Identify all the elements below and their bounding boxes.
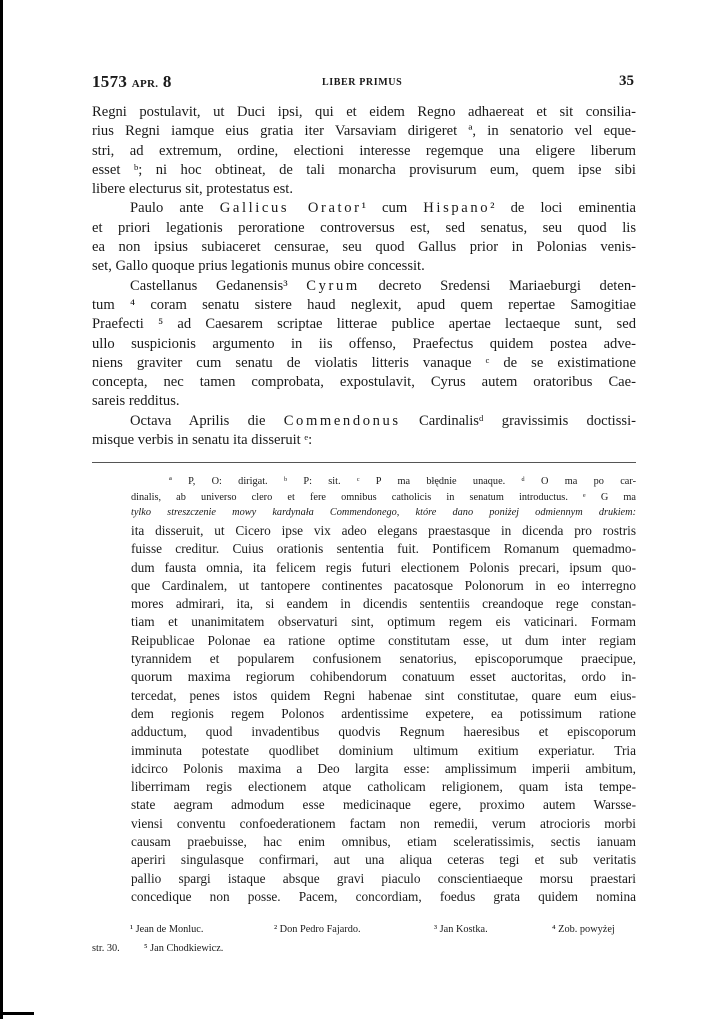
footnote: ² Don Pedro Fajardo. — [274, 924, 361, 935]
quote-line: tiam et unanimitatem observaturi sint, optimum regem eis vaticinari. Formam — [131, 614, 636, 630]
page-number: 35 — [619, 73, 634, 89]
quote-line: imminuta potestate quodlibet dominium ultimum exitium experiatur. Tria — [131, 742, 636, 758]
scan-edge-bottom — [0, 1012, 34, 1015]
spaced-name: Commendonus — [283, 412, 401, 429]
main-text — [92, 103, 636, 450]
header-title: LIBER PRIMUS — [322, 77, 403, 88]
text-line: set, Gallo quoque prius legationis munus obire concessit. — [92, 258, 425, 275]
critical-apparatus — [131, 474, 636, 521]
quote-line: pallio spargi istaque absque gravi piaculo conscientiaeque morsu praestari — [131, 870, 636, 886]
note-line: dinalis, ab universo clero et fere omnibus catholicis in senatum introductus. ᵉ G ma — [131, 491, 636, 503]
text-line: concepta, nec tamen comprobata, expostulavit, Cyrus autem oratoribus Cae- — [92, 374, 636, 391]
note-line: tylko streszczenie mowy kardynała Commendonego, które dano poniżej odmiennym drukiem: — [131, 507, 636, 519]
quote-line: state aegram admodum esse medicinaque egere, proximo autem Warsse- — [131, 797, 636, 813]
text-line: Paulo ante Gallicus Orator¹ cum Hispano² de loci eminentia — [130, 200, 636, 217]
text-line: sareis redditus. — [92, 393, 180, 410]
quote-line: quorum maxima regiorum cohibendorum conatuum esset auctoritas, ordo in- — [131, 669, 636, 685]
footnote: ⁴ Zob. powyżej — [552, 924, 615, 935]
quote-line: causam praebuisse, hac enim omnibus, etiam sceleratissimis, sectis ianuam — [131, 834, 636, 850]
text-line: libere electurus sit, protestatus est. — [92, 181, 294, 198]
text-line: ullo suspicionis argumento in iis offenso, Praefectus quidem postea adve- — [92, 335, 636, 352]
footnote: ¹ Jean de Monluc. — [130, 924, 204, 935]
footnote-row — [92, 939, 636, 958]
quote-line: mores admirari, ita, si eandem in dicendis sententiis creandoque rege constan- — [131, 596, 636, 612]
text-line: stri, ad extremum, ordine, electioni interesse regemque una eligere liberum — [92, 142, 636, 159]
quote-line: ita disseruit, ut Cicero ipse vix adeo elegans praestasque in dicenda pro rostris — [131, 523, 636, 538]
quote-line: tercedat, penes istos quidem Regni habenae sint constitutae, quare eum eius- — [131, 687, 636, 703]
quote-line: liberrimam regis electionem atque catholicam religionem, quam ista tempe- — [131, 779, 636, 795]
text-line: ea non ipsius subiaceret censurae, seu quod Gallus prior in Polonias venis- — [92, 239, 636, 256]
quote-line: viensi conventu confoederationem factam non remedii, verum atrocioris morbi — [131, 815, 636, 831]
text-line: tum ⁴ coram senatu sistere haud neglexit, apud quem repertae Samogitiae — [92, 296, 636, 313]
spaced-name: Gallicus Orator — [219, 200, 362, 217]
footnote: ³ Jan Kostka. — [434, 924, 488, 935]
quote-line: aperiri singulasque confirmari, aut una aliqua ceteras tegi et sub veritatis — [131, 852, 636, 868]
text-line: misque verbis in senatu ita disseruit ᵉ: — [92, 432, 313, 449]
footnote-row — [92, 920, 636, 939]
quote-line: fuisse creditur. Cuius orationis sententia fuit. Pontificem Romanum quemadmo- — [131, 541, 636, 557]
note-line: ª P, O: dirigat. ᵇ P: sit. ᶜ P ma błędnie unaque. ᵈ O ma po car- — [169, 476, 636, 487]
text-line: niens graviter cum senatu de violatis litteris vanaque ᶜ de se existimatione — [92, 354, 636, 371]
footnote: str. 30. — [92, 943, 120, 954]
quote-line: dum fausta omnia, ita felicem regis futuri electionem Polonis precari, ipsum quo- — [131, 559, 636, 575]
quote-line: que Cardinalem, ut tantopere continentes pacatosque Polonorum in eo interregno — [131, 577, 636, 593]
quote-line: idcirco Polonis maxima a Deo largita esse: amplissimum imperii ambitum, — [131, 760, 636, 776]
footnotes — [92, 920, 636, 958]
spaced-name: Hispano — [423, 200, 491, 217]
quote-line: dem regionis regem Polonos ardentissime expetere, ea potissimum ratione — [131, 705, 636, 721]
text-line: Octava Aprilis die Commendonus Cardinalisᵈ gravissimis doctissi- — [130, 412, 636, 429]
text-line: rius Regni iamque eius gratia iter Varsaviam dirigeret ª, in senatorio vel eque- — [92, 123, 636, 140]
quote-line: tyrannidem et popularem confusionem senatorius, episcoporumque praecipue, — [131, 651, 636, 667]
text-line: et priori legationis peroratione controversus est, sed senatus, seu quod lis — [92, 219, 636, 236]
variant-text — [131, 522, 636, 906]
spaced-name: Cyrum — [306, 277, 360, 294]
notes-divider — [92, 462, 636, 463]
quote-line: adductum, quod invadentibus quodvis Regnum haeresibus et episcoporum — [131, 724, 636, 740]
text-line: Regni postulavit, ut Duci ipsi, qui et eidem Regno adhaereat et sit consilia- — [92, 104, 636, 120]
text-line: Praefecti ⁵ ad Caesarem scriptae litterae publice apertae lectaeque sunt, sed — [92, 316, 636, 333]
text-line: esset ᵇ; ni hoc obtineat, de tali monarcha provisurum eum, quem ipse sibi — [92, 161, 636, 178]
quote-line: Reipublicae Polonae ea ratione optime constitutam esse, ut dum inter regiam — [131, 632, 636, 648]
footnote: ⁵ Jan Chodkiewicz. — [144, 943, 224, 954]
running-header — [92, 72, 634, 94]
header-date: 1573 APR. 8 — [92, 72, 172, 91]
text-line: Castellanus Gedanensis³ Cyrum decreto Sredensi Mariaeburgi deten- — [130, 277, 636, 294]
quote-line: concedique non posse. Pacem, concordiam, foedus grata quidem nomina — [131, 888, 636, 904]
scan-edge-left — [0, 0, 3, 1019]
